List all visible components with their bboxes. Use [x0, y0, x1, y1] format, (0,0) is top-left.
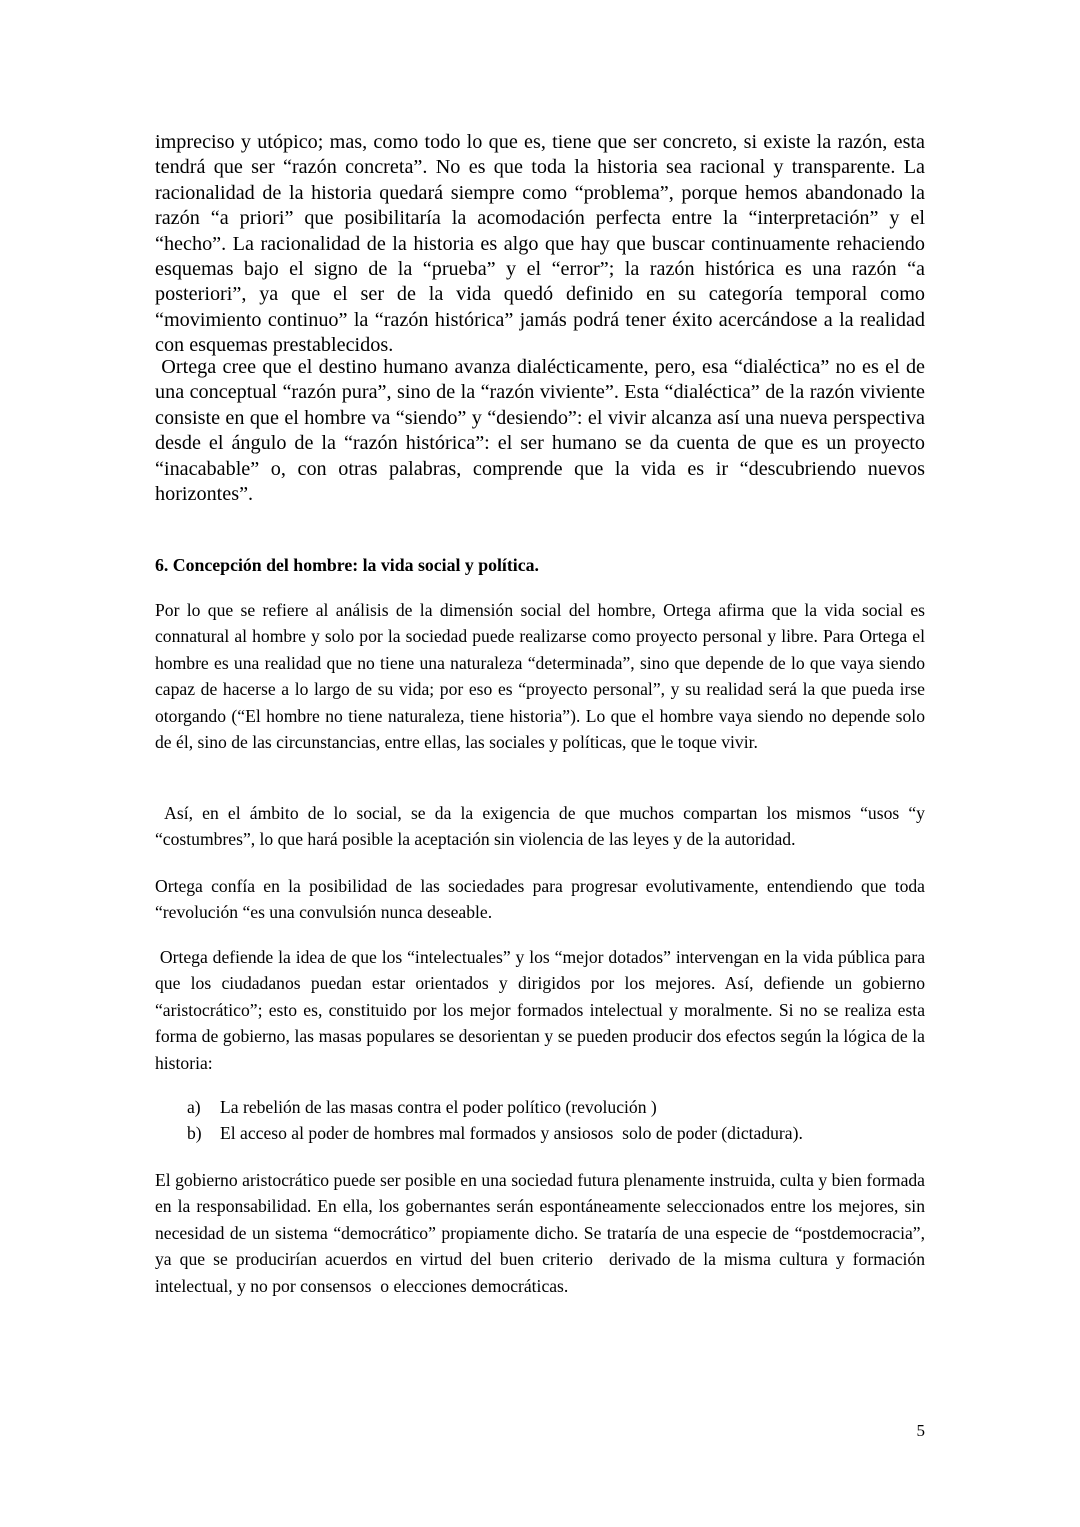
paragraph-postdemocracy: El gobierno aristocrático puede ser posible en una sociedad futura plenamente instruida, culta y bien formada en la responsabilidad. En ella, los gobernantes serán espontáneamente seleccionados entre los mejores, sin necesidad de un sistema “democrático” propiamente dicho. Se trataría de una especie de “postdemocracia”, ya que se producirían acuerdos en virtud del buen criterio derivado de la misma cultura y formación intelectual, y no por consensos o elecciones democráticas. [155, 1170, 930, 1296]
page-number: 5 [916, 1421, 925, 1440]
list-item-text: La rebelión de las masas contra el poder político (revolución ) [220, 1097, 657, 1117]
paragraph-dialectic: Ortega cree que el destino humano avanza dialécticamente, pero, esa “dialéctica” no es el de una conceptual “razón pura”, sino de la “razón viviente”. Esta “dialéctica” de la razón viviente consiste en que el hombre va “siendo” y “desiendo”: el vivir alcanza así una nueva perspectiva desde el ángulo de la “razón histórica”: el ser humano se da cuenta de que es un proyecto “inacabable” o, con otras palabras, comprende que la vida es ir “descubriendo nuevos horizontes”. [155, 356, 931, 506]
list-item-text: El acceso al poder de hombres mal formados y ansiosos solo de poder (dictadura). [220, 1123, 803, 1144]
list-item [187, 1094, 927, 1120]
paragraph-social-dimension: Por lo que se refiere al análisis de la dimensión social del hombre, Ortega afirma que la vida social es connatural al hombre y solo por la sociedad puede realizarse como proyecto personal y libre. Para Ortega el hombre es una realidad que no tiene una naturaleza “determinada”, sino que depende de lo que vaya siendo capaz de hacerse a lo largo de su vida; por eso es “proyecto personal”, y su realidad será la que pueda irse otorgando (“El hombre no tiene naturaleza, tiene historia”). Lo que el hombre vaya siendo no depende solo de él, sino de las circunstancias, entre ellas, las sociales y políticas, que le toque vivir. [155, 600, 925, 753]
list-item [187, 1120, 927, 1146]
section-heading: 6. Concepción del hombre: la vida social y política. [155, 555, 539, 575]
paragraph-customs: Así, en el ámbito de lo social, se da la exigencia de que muchos compartan los mismos “usos “y “costumbres”, lo que hará posible la aceptación sin violencia de las leyes y de la autoridad. [155, 803, 930, 850]
paragraph-aristocratic-government: Ortega defiende la idea de que los “intelectuales” y los “mejor dotados” intervengan en la vida pública para que los ciudadanos puedan estar orientados y dirigidos por los mejores. Así, defiende un gobierno “aristocrático”; esto es, constituido por los mejor formados intelectual y moralmente. Si no se realiza esta forma de gobierno, las masas populares se desorientan y se pueden producir dos efectos según la lógica de la historia: [155, 947, 930, 1073]
list-marker: b) [187, 1123, 202, 1144]
list-marker: a) [187, 1097, 201, 1117]
effects-list [187, 1094, 927, 1147]
paragraph-historical-reason: impreciso y utópico; mas, como todo lo que es, tiene que ser concreto, si existe la razón, esta tendrá que ser “razón concreta”. No es que toda la historia sea racional y transparente. La racionalidad de la historia quedará siempre como “problema”, porque hemos abandonado la razón “a priori” que posibilitaría la acomodación perfecta entre la “interpretación” y el “hecho”. La racionalidad de la historia es algo que hay que buscar continuamente rehaciendo esquemas bajo el signo de la “prueba” y el “error”; la razón histórica es una razón “a posteriori”, ya que el ser de la vida quedó definido en su categoría temporal como “movimiento continuo” la “razón histórica” jamás podrá tener éxito acercándose a la realidad con esquemas prestablecidos. [155, 131, 925, 357]
paragraph-evolution: Ortega confía en la posibilidad de las sociedades para progresar evolutivamente, entendiendo que toda “revolución “es una convulsión nunca deseable. [155, 876, 925, 923]
